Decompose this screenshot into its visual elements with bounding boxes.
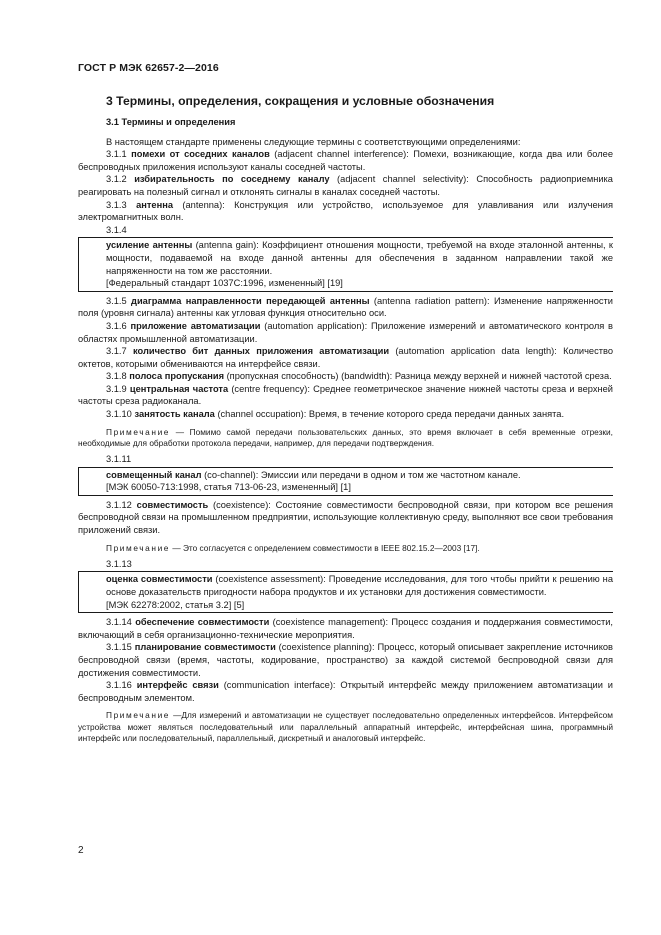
term-entry: 3.1.15 планирование совместимости (coexistence planning): Процесс, который описывает закрепление источников беспроводной связи (время, частоты, кодирование, пространство) за каждой системой беспроводной связи для достижения совместимости. [78,642,613,678]
term-name: избирательность по соседнему каналу [134,174,330,185]
term-name: обеспечение совместимости [135,617,270,628]
term-entry: 3.1.2 избирательность по соседнему каналу (adjacent channel selectivity): Способность радиоприемника реагировать на полезный сигнал и отклонять сигналы в каналах соседней частоты. [78,174,613,197]
term-definition-box [78,237,613,291]
term-entry: оценка совместимости (coexistence assessment): Проведение исследования, для того чтобы прийти к решению на основе доказательств пригодности набора продуктов и их установки для достижения совместимости. [106,574,613,598]
term-name: антенна [136,199,173,210]
term-entry: 3.1.10 занятость канала (channel occupation): Время, в течение которого среда передачи данных занята. [106,409,565,420]
term-source: [МЭК 60050-713:1998, статья 713-06-23, измененный] [1] [106,482,351,493]
term-entry: 3.1.14 обеспечение совместимости (coexistence management): Процесс создания и поддержания совместимости, включающий в себя организационно-технические мероприятия. [78,617,614,640]
term-name: усиление антенны [106,240,193,251]
term-entry: 3.1.5 диаграмма направленности передающей антенны (antenna radiation pattern): Изменение напряженности поля (уровня сигнала) антенны как угловая функция относительно оси. [78,295,613,319]
section-title: 3 Термины, определения, сокращения и условные обозначения [106,94,495,108]
term-name: приложение автоматизации [130,320,261,331]
note-label: Примечание [106,710,171,721]
term-entry: 3.1.8 полоса пропускания (пропускная способность) (bandwidth): Разница между верхней и нижней частотой среза. [106,371,612,382]
term-name: помехи от соседних каналов [131,149,270,160]
term-entry: 3.1.3 антенна (antenna): Конструкция или устройство, используемое для улавливания или излучения электромагнитных волн. [78,199,613,223]
term-entry: усиление антенны (antenna gain): Коэффициент отношения мощности, требуемой на входе эталонной антенны, к мощности, подаваемой на входе данной антенны для обеспечения в заданном направлении такой же напряженности на том же расстоянии. [106,240,613,276]
term-entry: 3.1.6 приложение автоматизации (automation application): Приложение измерений и автоматического контроля в областях промышленной автоматизации. [78,320,613,344]
intro-paragraph: В настоящем стандарте применены следующие термины с соответствующими определениями: [106,136,521,147]
term-name: совместимость [136,499,209,510]
term-name: оценка совместимости [106,574,213,585]
term-number: 3.1.11 [106,454,132,465]
term-name: занятость канала [134,409,215,420]
term-definition-box [78,467,613,496]
term-source: [МЭК 62278:2002, статья 3.2] [5] [106,599,245,610]
subsection-title: 3.1 Термины и определения [106,117,236,127]
document-header: ГОСТ Р МЭК 62657-2—2016 [78,62,219,74]
term-entry: 3.1.12 совместимость (coexistence): Состояние совместимости беспроводной связи, при котором все решения беспроводной связи на промышленном предприятии, использующие коллективную среду, выполняют все свои требования приложений связи. [78,499,613,536]
note-label: Примечание [106,426,171,437]
term-number: 3.1.13 [106,558,132,569]
term-definition-box [78,571,613,613]
term-entry: 3.1.16 интерфейс связи (communication interface): Открытый интерфейс между приложением автоматизации и беспроводным элементом. [78,680,613,703]
term-name: центральная частота [129,383,229,394]
note: Примечание — Помимо самой передачи пользовательских данных, это время включает в себя временные отрезки, необходимые для обработки протокола передачи, например, для передачи подтверждения. [78,426,613,448]
term-entry: совмещенный канал (co-channel): Эмиссии или передачи в одном и том же частотном канале. [106,469,521,480]
term-name: количество бит данных приложения автоматизации [132,346,390,357]
term-number: 3.1.4 [106,224,127,235]
term-entry: 3.1.1 помехи от соседних каналов (adjacent channel interference): Помехи, возникающие, когда два или более беспроводных приложения используют каналы соседней частоты. [78,149,613,172]
note-label: Примечание [106,542,171,553]
term-name: диаграмма направленности передающей антенны [131,295,370,306]
note: Примечание — Это согласуется с определением совместимости в IEEE 802.15.2—2003 [17]. [106,542,480,553]
document-body [78,116,613,748]
term-entry: 3.1.9 центральная частота (centre frequency): Среднее геометрическое значение нижней частоты среза и верхней частоты среза радиоканала. [78,383,613,407]
term-entry: 3.1.7 количество бит данных приложения автоматизации (automation application data length): Количество октетов, которыми обмениваются на интерфейсе связи. [78,346,613,369]
term-name: интерфейс связи [136,680,219,691]
term-name: совмещенный канал [106,469,202,480]
term-name: планирование совместимости [134,642,276,653]
page-number: 2 [78,845,84,856]
term-name: полоса пропускания [129,371,224,382]
note: Примечание —Для измерений и автоматизации не существует последовательно определенных интерфейсов. Интерфейсом устройства может являться последовательный или параллельный аппаратный интерфейс, интерфейсная шина, программный интерфейс или последовательный, параллельный, дискретный и аналоговый интерфейс. [78,710,613,743]
term-source: [Федеральный стандарт 1037С:1996, измененный] [19] [106,278,343,289]
